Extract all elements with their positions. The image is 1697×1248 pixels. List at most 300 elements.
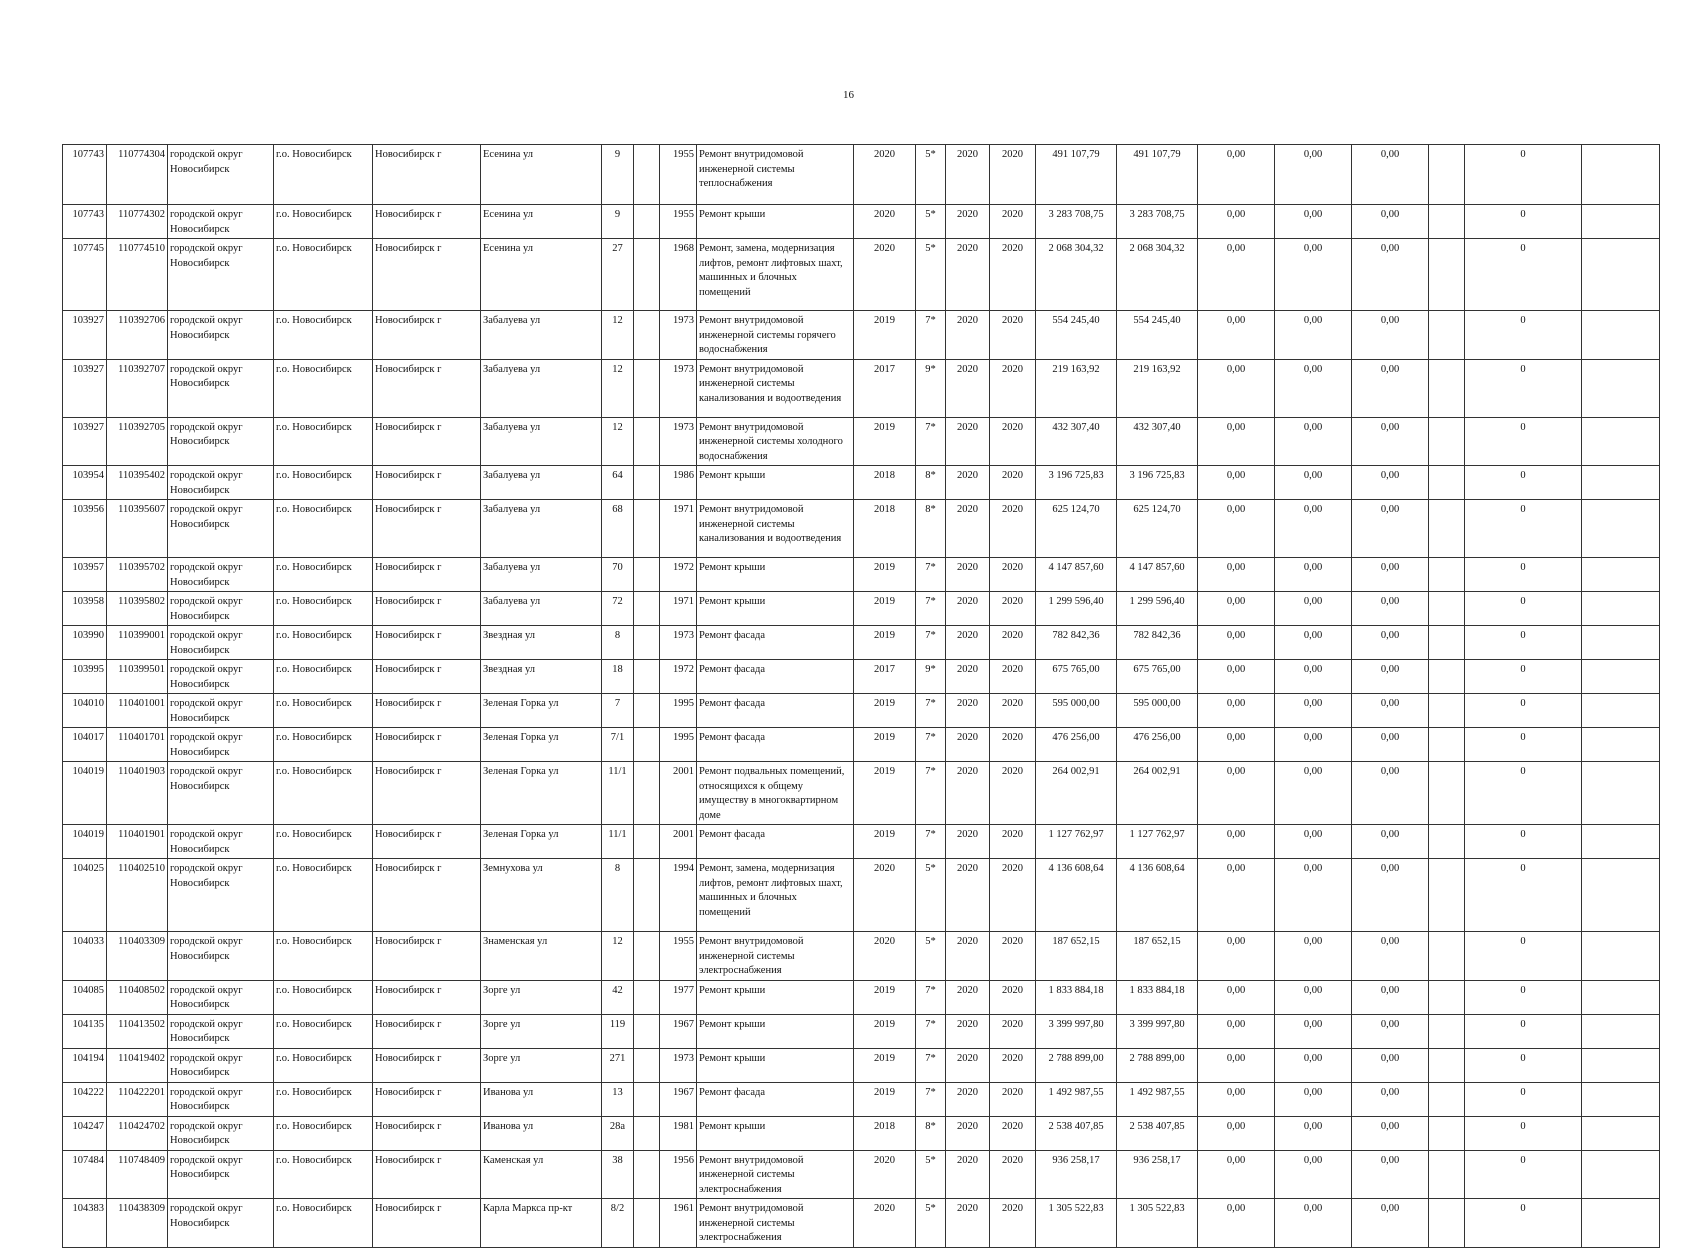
row-city: Новосибирск г bbox=[373, 626, 481, 660]
row-empty bbox=[1429, 980, 1465, 1014]
row-empty bbox=[634, 1150, 660, 1199]
row-id: 103995 bbox=[63, 660, 107, 694]
table-row bbox=[63, 1048, 1660, 1082]
row-cost-fund: 3 283 708,75 bbox=[1117, 205, 1198, 239]
row-work-type: Ремонт внутридомовой инженерной системы электроснабжения bbox=[697, 1199, 854, 1248]
row-empty bbox=[634, 762, 660, 825]
row-end-year: 2020 bbox=[990, 1150, 1036, 1199]
table-body bbox=[63, 145, 1660, 1248]
table-row bbox=[63, 145, 1660, 205]
row-empty bbox=[1582, 417, 1660, 466]
row-street: Забалуева ул bbox=[481, 592, 602, 626]
row-street: Забалуева ул bbox=[481, 466, 602, 500]
row-plan-year: 2017 bbox=[854, 359, 916, 417]
row-year-built: 2001 bbox=[660, 762, 697, 825]
row-value-1: 0,00 bbox=[1198, 239, 1275, 311]
row-value-1: 0,00 bbox=[1198, 1014, 1275, 1048]
row-code: 110395402 bbox=[107, 466, 168, 500]
row-value-1: 0,00 bbox=[1198, 466, 1275, 500]
row-cost-fund: 1 299 596,40 bbox=[1117, 592, 1198, 626]
row-city: Новосибирск г bbox=[373, 825, 481, 859]
table-row bbox=[63, 694, 1660, 728]
row-value-2: 0,00 bbox=[1275, 558, 1352, 592]
row-value-4: 0 bbox=[1465, 626, 1582, 660]
row-end-year: 2020 bbox=[990, 145, 1036, 205]
row-cost-total: 4 147 857,60 bbox=[1036, 558, 1117, 592]
row-empty bbox=[1429, 417, 1465, 466]
row-id: 104222 bbox=[63, 1082, 107, 1116]
row-id: 104247 bbox=[63, 1116, 107, 1150]
row-district: городской округ Новосибирск bbox=[168, 205, 274, 239]
row-value-4: 0 bbox=[1465, 1116, 1582, 1150]
row-code: 110748409 bbox=[107, 1150, 168, 1199]
row-district: городской округ Новосибирск bbox=[168, 592, 274, 626]
row-district: городской округ Новосибирск bbox=[168, 1150, 274, 1199]
row-cost-fund: 264 002,91 bbox=[1117, 762, 1198, 825]
row-municipality: г.о. Новосибирск bbox=[274, 311, 373, 360]
row-empty bbox=[1582, 592, 1660, 626]
row-empty bbox=[1429, 311, 1465, 360]
row-house: 27 bbox=[602, 239, 634, 311]
row-code: 110392705 bbox=[107, 417, 168, 466]
row-value-2: 0,00 bbox=[1275, 311, 1352, 360]
row-empty bbox=[634, 239, 660, 311]
row-priority: 7* bbox=[916, 626, 946, 660]
row-municipality: г.о. Новосибирск bbox=[274, 1014, 373, 1048]
row-value-1: 0,00 bbox=[1198, 728, 1275, 762]
row-house: 8 bbox=[602, 859, 634, 932]
row-house: 28а bbox=[602, 1116, 634, 1150]
row-year-built: 1971 bbox=[660, 500, 697, 558]
row-priority: 7* bbox=[916, 311, 946, 360]
row-plan-year: 2017 bbox=[854, 660, 916, 694]
page-number: 16 bbox=[843, 89, 854, 101]
row-district: городской округ Новосибирск bbox=[168, 558, 274, 592]
row-year-built: 1955 bbox=[660, 205, 697, 239]
row-id: 103954 bbox=[63, 466, 107, 500]
row-start-year: 2020 bbox=[946, 239, 990, 311]
row-plan-year: 2019 bbox=[854, 694, 916, 728]
row-house: 70 bbox=[602, 558, 634, 592]
row-district: городской округ Новосибирск bbox=[168, 1116, 274, 1150]
row-cost-fund: 1 492 987,55 bbox=[1117, 1082, 1198, 1116]
row-code: 110401903 bbox=[107, 762, 168, 825]
row-house: 68 bbox=[602, 500, 634, 558]
row-value-3: 0,00 bbox=[1352, 626, 1429, 660]
row-id: 104194 bbox=[63, 1048, 107, 1082]
row-empty bbox=[1429, 626, 1465, 660]
row-empty bbox=[1429, 145, 1465, 205]
row-municipality: г.о. Новосибирск bbox=[274, 592, 373, 626]
row-cost-fund: 3 399 997,80 bbox=[1117, 1014, 1198, 1048]
row-end-year: 2020 bbox=[990, 1082, 1036, 1116]
row-priority: 5* bbox=[916, 1199, 946, 1248]
row-district: городской округ Новосибирск bbox=[168, 239, 274, 311]
row-value-2: 0,00 bbox=[1275, 239, 1352, 311]
row-cost-fund: 554 245,40 bbox=[1117, 311, 1198, 360]
row-municipality: г.о. Новосибирск bbox=[274, 980, 373, 1014]
row-empty bbox=[1429, 660, 1465, 694]
row-id: 103990 bbox=[63, 626, 107, 660]
row-street: Каменская ул bbox=[481, 1150, 602, 1199]
row-district: городской округ Новосибирск bbox=[168, 660, 274, 694]
row-cost-total: 264 002,91 bbox=[1036, 762, 1117, 825]
row-value-3: 0,00 bbox=[1352, 145, 1429, 205]
row-code: 110408502 bbox=[107, 980, 168, 1014]
row-district: городской округ Новосибирск bbox=[168, 932, 274, 981]
row-code: 110413502 bbox=[107, 1014, 168, 1048]
row-id: 107743 bbox=[63, 205, 107, 239]
row-city: Новосибирск г bbox=[373, 660, 481, 694]
row-district: городской округ Новосибирск bbox=[168, 1082, 274, 1116]
row-value-1: 0,00 bbox=[1198, 626, 1275, 660]
row-cost-total: 675 765,00 bbox=[1036, 660, 1117, 694]
row-value-2: 0,00 bbox=[1275, 626, 1352, 660]
row-cost-total: 491 107,79 bbox=[1036, 145, 1117, 205]
row-street: Зорге ул bbox=[481, 980, 602, 1014]
row-value-1: 0,00 bbox=[1198, 417, 1275, 466]
row-empty bbox=[634, 728, 660, 762]
table-row bbox=[63, 205, 1660, 239]
row-cost-total: 476 256,00 bbox=[1036, 728, 1117, 762]
row-work-type: Ремонт крыши bbox=[697, 980, 854, 1014]
row-empty bbox=[1429, 1150, 1465, 1199]
row-plan-year: 2019 bbox=[854, 762, 916, 825]
row-start-year: 2020 bbox=[946, 1082, 990, 1116]
row-cost-fund: 491 107,79 bbox=[1117, 145, 1198, 205]
row-street: Зеленая Горка ул bbox=[481, 694, 602, 728]
row-district: городской округ Новосибирск bbox=[168, 1014, 274, 1048]
row-plan-year: 2018 bbox=[854, 466, 916, 500]
row-cost-total: 2 068 304,32 bbox=[1036, 239, 1117, 311]
row-street: Забалуева ул bbox=[481, 500, 602, 558]
row-value-3: 0,00 bbox=[1352, 558, 1429, 592]
row-end-year: 2020 bbox=[990, 980, 1036, 1014]
row-district: городской округ Новосибирск bbox=[168, 694, 274, 728]
row-cost-fund: 432 307,40 bbox=[1117, 417, 1198, 466]
row-priority: 7* bbox=[916, 1014, 946, 1048]
row-value-4: 0 bbox=[1465, 311, 1582, 360]
row-plan-year: 2020 bbox=[854, 859, 916, 932]
row-value-3: 0,00 bbox=[1352, 1116, 1429, 1150]
row-value-4: 0 bbox=[1465, 1150, 1582, 1199]
row-empty bbox=[1582, 466, 1660, 500]
row-year-built: 1955 bbox=[660, 145, 697, 205]
row-district: городской округ Новосибирск bbox=[168, 145, 274, 205]
row-empty bbox=[1582, 762, 1660, 825]
row-value-2: 0,00 bbox=[1275, 500, 1352, 558]
row-municipality: г.о. Новосибирск bbox=[274, 728, 373, 762]
row-empty bbox=[1429, 558, 1465, 592]
row-start-year: 2020 bbox=[946, 1150, 990, 1199]
row-id: 104010 bbox=[63, 694, 107, 728]
row-empty bbox=[1582, 1048, 1660, 1082]
row-value-2: 0,00 bbox=[1275, 359, 1352, 417]
row-end-year: 2020 bbox=[990, 417, 1036, 466]
row-city: Новосибирск г bbox=[373, 1048, 481, 1082]
row-code: 110403309 bbox=[107, 932, 168, 981]
row-empty bbox=[634, 1199, 660, 1248]
row-cost-total: 595 000,00 bbox=[1036, 694, 1117, 728]
row-municipality: г.о. Новосибирск bbox=[274, 239, 373, 311]
row-work-type: Ремонт фасада bbox=[697, 1082, 854, 1116]
row-priority: 5* bbox=[916, 932, 946, 981]
row-year-built: 1973 bbox=[660, 417, 697, 466]
row-city: Новосибирск г bbox=[373, 1199, 481, 1248]
row-work-type: Ремонт внутридомовой инженерной системы холодного водоснабжения bbox=[697, 417, 854, 466]
row-empty bbox=[1582, 626, 1660, 660]
row-municipality: г.о. Новосибирск bbox=[274, 825, 373, 859]
row-work-type: Ремонт фасада bbox=[697, 660, 854, 694]
row-house: 38 bbox=[602, 1150, 634, 1199]
row-code: 110395802 bbox=[107, 592, 168, 626]
row-end-year: 2020 bbox=[990, 660, 1036, 694]
row-municipality: г.о. Новосибирск bbox=[274, 694, 373, 728]
row-city: Новосибирск г bbox=[373, 558, 481, 592]
row-cost-total: 1 833 884,18 bbox=[1036, 980, 1117, 1014]
row-municipality: г.о. Новосибирск bbox=[274, 558, 373, 592]
row-end-year: 2020 bbox=[990, 1014, 1036, 1048]
row-cost-fund: 2 068 304,32 bbox=[1117, 239, 1198, 311]
row-house: 7 bbox=[602, 694, 634, 728]
row-cost-total: 219 163,92 bbox=[1036, 359, 1117, 417]
row-street: Знаменская ул bbox=[481, 932, 602, 981]
row-city: Новосибирск г bbox=[373, 239, 481, 311]
row-empty bbox=[634, 980, 660, 1014]
row-cost-fund: 675 765,00 bbox=[1117, 660, 1198, 694]
row-empty bbox=[1429, 1014, 1465, 1048]
row-value-2: 0,00 bbox=[1275, 932, 1352, 981]
row-house: 9 bbox=[602, 145, 634, 205]
row-municipality: г.о. Новосибирск bbox=[274, 859, 373, 932]
row-district: городской округ Новосибирск bbox=[168, 1048, 274, 1082]
row-value-4: 0 bbox=[1465, 762, 1582, 825]
row-value-3: 0,00 bbox=[1352, 932, 1429, 981]
row-value-1: 0,00 bbox=[1198, 932, 1275, 981]
row-municipality: г.о. Новосибирск bbox=[274, 1116, 373, 1150]
capital-repair-table bbox=[62, 144, 1660, 1248]
row-value-3: 0,00 bbox=[1352, 825, 1429, 859]
row-cost-fund: 1 305 522,83 bbox=[1117, 1199, 1198, 1248]
row-value-4: 0 bbox=[1465, 592, 1582, 626]
row-year-built: 1955 bbox=[660, 932, 697, 981]
row-empty bbox=[634, 825, 660, 859]
row-empty bbox=[634, 500, 660, 558]
row-empty bbox=[634, 145, 660, 205]
row-value-4: 0 bbox=[1465, 1199, 1582, 1248]
row-value-3: 0,00 bbox=[1352, 859, 1429, 932]
row-street: Звездная ул bbox=[481, 660, 602, 694]
row-work-type: Ремонт крыши bbox=[697, 1048, 854, 1082]
row-municipality: г.о. Новосибирск bbox=[274, 1082, 373, 1116]
row-value-1: 0,00 bbox=[1198, 762, 1275, 825]
table-row bbox=[63, 728, 1660, 762]
row-end-year: 2020 bbox=[990, 359, 1036, 417]
row-municipality: г.о. Новосибирск bbox=[274, 417, 373, 466]
table-row bbox=[63, 980, 1660, 1014]
row-value-2: 0,00 bbox=[1275, 205, 1352, 239]
row-start-year: 2020 bbox=[946, 592, 990, 626]
row-empty bbox=[634, 417, 660, 466]
row-code: 110395702 bbox=[107, 558, 168, 592]
row-value-1: 0,00 bbox=[1198, 1150, 1275, 1199]
row-cost-total: 187 652,15 bbox=[1036, 932, 1117, 981]
row-end-year: 2020 bbox=[990, 859, 1036, 932]
row-empty bbox=[1429, 239, 1465, 311]
row-empty bbox=[1582, 311, 1660, 360]
row-empty bbox=[1429, 728, 1465, 762]
row-id: 103927 bbox=[63, 359, 107, 417]
row-house: 8 bbox=[602, 626, 634, 660]
row-municipality: г.о. Новосибирск bbox=[274, 660, 373, 694]
table-row bbox=[63, 466, 1660, 500]
row-house: 9 bbox=[602, 205, 634, 239]
row-street: Зеленая Горка ул bbox=[481, 728, 602, 762]
row-city: Новосибирск г bbox=[373, 694, 481, 728]
row-district: городской округ Новосибирск bbox=[168, 466, 274, 500]
row-end-year: 2020 bbox=[990, 1048, 1036, 1082]
row-value-2: 0,00 bbox=[1275, 1014, 1352, 1048]
row-plan-year: 2020 bbox=[854, 205, 916, 239]
row-value-3: 0,00 bbox=[1352, 466, 1429, 500]
row-value-4: 0 bbox=[1465, 980, 1582, 1014]
row-value-2: 0,00 bbox=[1275, 1048, 1352, 1082]
row-empty bbox=[1582, 932, 1660, 981]
row-id: 103956 bbox=[63, 500, 107, 558]
row-start-year: 2020 bbox=[946, 359, 990, 417]
row-house: 42 bbox=[602, 980, 634, 1014]
row-priority: 9* bbox=[916, 359, 946, 417]
row-end-year: 2020 bbox=[990, 558, 1036, 592]
row-plan-year: 2019 bbox=[854, 1082, 916, 1116]
row-empty bbox=[1429, 1116, 1465, 1150]
row-value-4: 0 bbox=[1465, 500, 1582, 558]
row-start-year: 2020 bbox=[946, 1199, 990, 1248]
row-street: Забалуева ул bbox=[481, 311, 602, 360]
row-id: 104019 bbox=[63, 825, 107, 859]
row-value-3: 0,00 bbox=[1352, 239, 1429, 311]
row-cost-total: 3 399 997,80 bbox=[1036, 1014, 1117, 1048]
row-street: Зеленая Горка ул bbox=[481, 825, 602, 859]
row-start-year: 2020 bbox=[946, 205, 990, 239]
row-value-1: 0,00 bbox=[1198, 1199, 1275, 1248]
row-cost-fund: 476 256,00 bbox=[1117, 728, 1198, 762]
row-empty bbox=[634, 558, 660, 592]
row-empty bbox=[1582, 500, 1660, 558]
row-start-year: 2020 bbox=[946, 980, 990, 1014]
row-value-2: 0,00 bbox=[1275, 660, 1352, 694]
row-value-4: 0 bbox=[1465, 359, 1582, 417]
row-value-2: 0,00 bbox=[1275, 694, 1352, 728]
row-value-3: 0,00 bbox=[1352, 660, 1429, 694]
row-start-year: 2020 bbox=[946, 728, 990, 762]
row-city: Новосибирск г bbox=[373, 145, 481, 205]
row-empty bbox=[1582, 825, 1660, 859]
row-year-built: 1973 bbox=[660, 1048, 697, 1082]
row-house: 12 bbox=[602, 417, 634, 466]
row-empty bbox=[1429, 205, 1465, 239]
row-end-year: 2020 bbox=[990, 466, 1036, 500]
row-work-type: Ремонт крыши bbox=[697, 1116, 854, 1150]
row-city: Новосибирск г bbox=[373, 1014, 481, 1048]
row-code: 110401701 bbox=[107, 728, 168, 762]
row-priority: 7* bbox=[916, 728, 946, 762]
row-priority: 8* bbox=[916, 1116, 946, 1150]
row-street: Иванова ул bbox=[481, 1116, 602, 1150]
row-cost-fund: 1 833 884,18 bbox=[1117, 980, 1198, 1014]
row-empty bbox=[1429, 466, 1465, 500]
row-street: Земнухова ул bbox=[481, 859, 602, 932]
row-value-3: 0,00 bbox=[1352, 762, 1429, 825]
row-plan-year: 2019 bbox=[854, 626, 916, 660]
row-value-2: 0,00 bbox=[1275, 145, 1352, 205]
row-district: городской округ Новосибирск bbox=[168, 311, 274, 360]
row-start-year: 2020 bbox=[946, 859, 990, 932]
row-empty bbox=[634, 205, 660, 239]
row-value-3: 0,00 bbox=[1352, 1014, 1429, 1048]
row-cost-total: 1 305 522,83 bbox=[1036, 1199, 1117, 1248]
row-end-year: 2020 bbox=[990, 626, 1036, 660]
row-year-built: 1977 bbox=[660, 980, 697, 1014]
row-street: Есенина ул bbox=[481, 205, 602, 239]
row-value-1: 0,00 bbox=[1198, 311, 1275, 360]
row-cost-total: 432 307,40 bbox=[1036, 417, 1117, 466]
row-code: 110399001 bbox=[107, 626, 168, 660]
row-code: 110774510 bbox=[107, 239, 168, 311]
row-value-2: 0,00 bbox=[1275, 417, 1352, 466]
row-end-year: 2020 bbox=[990, 311, 1036, 360]
row-value-3: 0,00 bbox=[1352, 1150, 1429, 1199]
row-cost-fund: 219 163,92 bbox=[1117, 359, 1198, 417]
table-row bbox=[63, 417, 1660, 466]
table-row bbox=[63, 558, 1660, 592]
row-cost-total: 1 127 762,97 bbox=[1036, 825, 1117, 859]
row-value-4: 0 bbox=[1465, 859, 1582, 932]
row-plan-year: 2019 bbox=[854, 558, 916, 592]
row-start-year: 2020 bbox=[946, 558, 990, 592]
row-work-type: Ремонт внутридомовой инженерной системы электроснабжения bbox=[697, 932, 854, 981]
table-row bbox=[63, 239, 1660, 311]
table-row bbox=[63, 359, 1660, 417]
row-municipality: г.о. Новосибирск bbox=[274, 626, 373, 660]
row-year-built: 1995 bbox=[660, 728, 697, 762]
row-empty bbox=[1582, 1150, 1660, 1199]
row-empty bbox=[1582, 145, 1660, 205]
row-id: 104025 bbox=[63, 859, 107, 932]
row-value-3: 0,00 bbox=[1352, 694, 1429, 728]
row-empty bbox=[1582, 660, 1660, 694]
row-value-1: 0,00 bbox=[1198, 660, 1275, 694]
row-id: 107745 bbox=[63, 239, 107, 311]
row-priority: 7* bbox=[916, 592, 946, 626]
row-value-3: 0,00 bbox=[1352, 417, 1429, 466]
row-work-type: Ремонт внутридомовой инженерной системы канализования и водоотведения bbox=[697, 500, 854, 558]
row-plan-year: 2020 bbox=[854, 239, 916, 311]
row-start-year: 2020 bbox=[946, 311, 990, 360]
table-row bbox=[63, 1199, 1660, 1248]
row-plan-year: 2019 bbox=[854, 417, 916, 466]
row-work-type: Ремонт фасада bbox=[697, 728, 854, 762]
row-city: Новосибирск г bbox=[373, 1150, 481, 1199]
row-value-3: 0,00 bbox=[1352, 1048, 1429, 1082]
row-work-type: Ремонт внутридомовой инженерной системы теплоснабжения bbox=[697, 145, 854, 205]
table-row bbox=[63, 500, 1660, 558]
row-value-4: 0 bbox=[1465, 417, 1582, 466]
row-value-4: 0 bbox=[1465, 1082, 1582, 1116]
table-row bbox=[63, 762, 1660, 825]
row-priority: 9* bbox=[916, 660, 946, 694]
row-end-year: 2020 bbox=[990, 1199, 1036, 1248]
